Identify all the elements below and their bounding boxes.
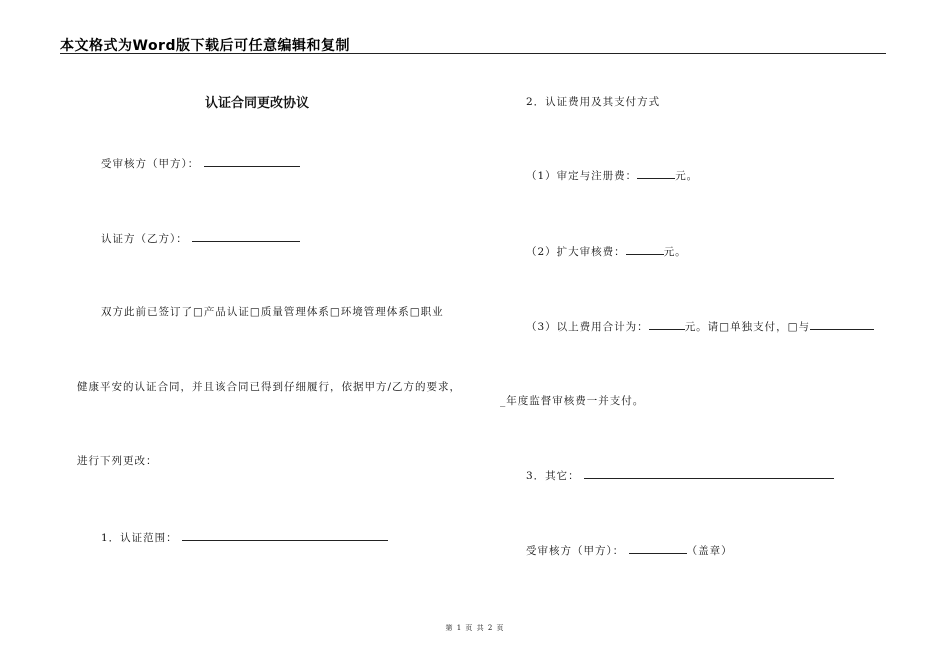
item3-blank xyxy=(584,467,834,479)
para1-line3: 进行下列更改： xyxy=(77,455,158,467)
fee1-label: （1）审定与注册费： xyxy=(526,170,638,182)
seal-label: （盖章） xyxy=(686,545,733,557)
fee3-continuation xyxy=(500,393,644,408)
fee2-label: （2）扩大审核费： xyxy=(526,246,626,258)
party-b-line xyxy=(101,230,300,246)
party-a-line xyxy=(101,155,300,171)
sign-a-line xyxy=(526,542,733,558)
fee3-cont-underscore: _ xyxy=(500,395,507,407)
fee3-line xyxy=(526,318,874,334)
fee3-text: 元。请□单独支付，□与 xyxy=(684,321,811,333)
party-a-label: 受审核方（甲方）： xyxy=(101,158,200,170)
sign-a-blank xyxy=(629,542,687,554)
party-a-blank xyxy=(204,155,300,167)
fee3-blank xyxy=(649,318,685,330)
para1-line1: 双方此前已签订了□产品认证□质量管理体系□环境管理体系□职业 xyxy=(101,306,444,318)
document-banner: 本文格式为Word版下载后可任意编辑和复制 xyxy=(60,38,350,54)
fee2-unit: 元。 xyxy=(663,246,687,258)
document-title: 认证合同更改协议 xyxy=(205,96,310,111)
fee2-line xyxy=(526,243,687,259)
sign-a-label: 受审核方（甲方）： xyxy=(526,545,625,557)
item1-blank xyxy=(182,529,388,541)
fee1-blank xyxy=(637,167,675,179)
fee1-unit: 元。 xyxy=(675,170,699,182)
page-footer: 第 1 页 共 2 页 xyxy=(445,624,505,632)
item3-line xyxy=(526,467,834,483)
fee3-with-blank xyxy=(810,318,874,330)
fee3-cont-text: 年度监督审核费一并支付。 xyxy=(506,395,645,407)
fee1-line xyxy=(526,167,698,183)
header-rule xyxy=(60,53,886,54)
item1-line xyxy=(101,529,388,545)
item1-label: 1．认证范围： xyxy=(101,532,178,544)
item3-label: 3．其它： xyxy=(526,470,580,482)
fee3-label: （3）以上费用合计为： xyxy=(526,321,649,333)
party-b-blank xyxy=(192,230,300,242)
para1-line2: 健康平安的认证合同，并且该合同已得到仔细履行，依据甲方/乙方的要求， xyxy=(77,381,462,393)
fee2-blank xyxy=(626,243,664,255)
item2-heading: 2．认证费用及其支付方式 xyxy=(526,96,661,108)
party-b-label: 认证方（乙方）： xyxy=(101,233,188,245)
